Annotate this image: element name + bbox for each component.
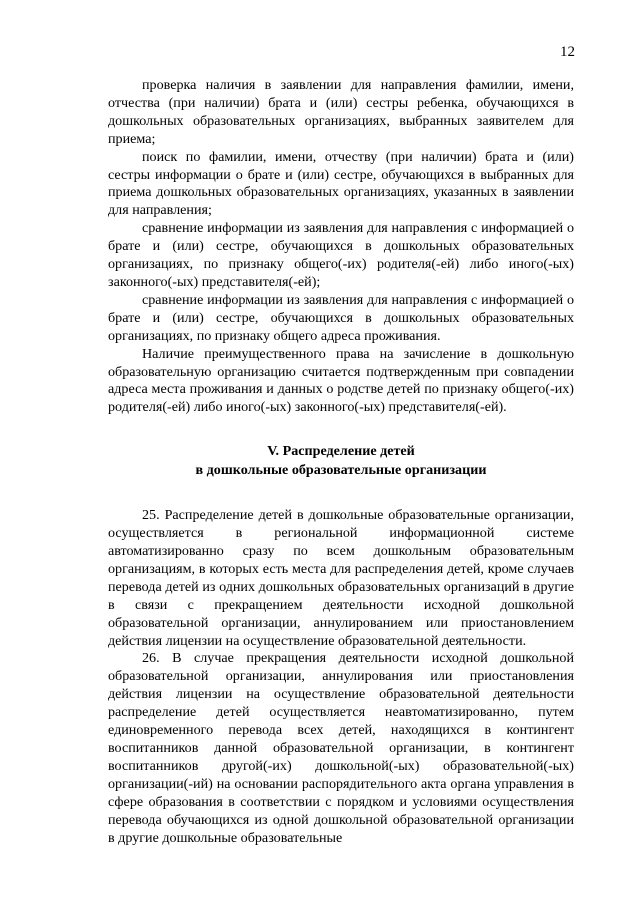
paragraph-priority-right-confirmed: Наличие преимущественного права на зачисление в дошкольную образовательную организацию считается подтвержденным при совпадении адреса места проживания и данных о родстве детей по признаку общего(-их) родителя(-ей) либо иного(-ых) законного(-ых) представителя(-ей). [108,345,574,416]
section-heading-line-1: V. Распределение детей [267,443,415,460]
section-heading [108,442,574,480]
paragraph-search-sibling-info: поиск по фамилии, имени, отчеству (при наличии) брата и (или) сестры информации о брате и (или) сестре, обучающихся в выбранных для приема дошкольных образовательных организациях, указанных в заявлении для направления; [108,148,574,219]
paragraph-compare-by-parent: сравнение информации из заявления для направления с информацией о брате и (или) сестре, обучающихся в дошкольных образовательных организациях, по признаку общего(-их) родителя(-ей) либо иного(-ых) законного(-ых) представителя(-ей); [108,220,574,290]
section-heading-line-2: в дошкольные образовательные организации [195,462,487,479]
paragraph-clause-25: 25. Распределение детей в дошкольные образовательные организации, осуществляется в региональной информационной системе автоматизированно сразу по всем дошкольным образовательным организациям, в которых есть места для распределения детей, кроме случаев перевода детей из одних дошкольных образовательных организаций в другие в связи с прекращением деятельности исходной дошкольной образовательной организации, аннулированием или приостановлением действия лицензии на осуществление образовательной деятельности. [108,507,574,649]
paragraph-compare-by-address: сравнение информации из заявления для направления с информацией о брате и (или) сестре, обучающихся в дошкольных образовательных организациях, по признаку общего адреса проживания. [108,291,574,344]
paragraph-clause-26: 26. В случае прекращения деятельности исходной дошкольной образовательной организации, аннулирования или приостановления действия лицензии на осуществление образовательной деятельности распределение детей осуществляется неавтоматизированно, путем единовременного перевода всех детей, находящихся в контингент воспитанников данной образовательной организации, в контингент воспитанников другой(-их) дошкольной(-ых) образовательной(-ых) организации(-ий) на основании распорядительного акта органа управления в сфере образования в соответствии с порядком и условиями осуществления перевода обучающихся из одной дошкольной образовательной организации в другие дошкольные образовательные [108,650,574,846]
document-body [108,77,574,847]
paragraph-check-sibling-names: проверка наличия в заявлении для направления фамилии, имени, отчества (при наличии) брата и (или) сестры ребенка, обучающихся в дошкольных образовательных организациях, выбранных заявителем для приема; [108,77,574,147]
page-number: 12 [560,44,575,60]
